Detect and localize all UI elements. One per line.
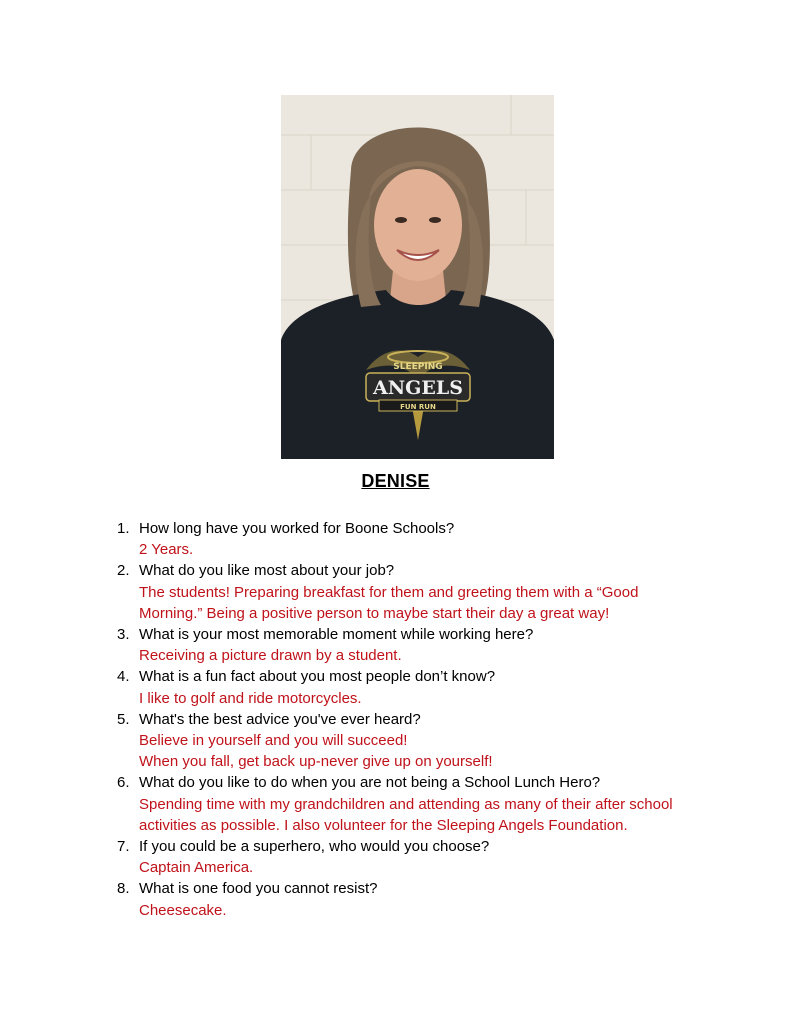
question-text: What is one food you cannot resist? <box>139 880 378 898</box>
question-number: 4. <box>117 668 130 686</box>
answer-text: Morning.” Being a positive person to maybe start their day a great way! <box>139 604 610 622</box>
qa-item <box>0 836 791 878</box>
qa-item <box>0 666 791 708</box>
question-number: 7. <box>117 838 130 856</box>
question-number: 3. <box>117 626 130 644</box>
qa-item <box>0 878 791 920</box>
qa-item <box>0 560 791 624</box>
question-text: What do you like most about your job? <box>139 562 395 580</box>
qa-item <box>0 624 791 666</box>
shirt-text-angels: ANGELS <box>373 377 463 399</box>
qa-list <box>0 518 791 921</box>
answer-text: Captain America. <box>139 859 254 877</box>
profile-photo-illustration <box>281 95 554 459</box>
page-title: DENISE <box>361 471 430 491</box>
qa-item <box>0 772 791 836</box>
question-text: What's the best advice you've ever heard? <box>139 710 421 728</box>
question-text: How long have you worked for Boone Schools? <box>139 520 455 537</box>
answer-text: activities as possible. I also volunteer for the Sleeping Angels Foundation. <box>139 816 628 834</box>
answer-text: Spending time with my grandchildren and attending as many of their after school <box>139 795 673 813</box>
question-number: 2. <box>117 562 130 580</box>
answer-text: I like to golf and ride motorcycles. <box>139 689 362 707</box>
answer-text: The students! Preparing breakfast for them and greeting them with a “Good <box>139 583 639 601</box>
shirt-text-fun-run: FUN RUN <box>400 403 436 411</box>
question-text: What do you like to do when you are not being a School Lunch Hero? <box>139 774 601 792</box>
question-number: 5. <box>117 710 130 728</box>
answer-text: Receiving a picture drawn by a student. <box>139 647 402 665</box>
question-number: 1. <box>117 520 130 537</box>
question-number: 8. <box>117 880 130 898</box>
qa-item <box>0 518 791 560</box>
answer-text: Believe in yourself and you will succeed! <box>139 732 408 750</box>
answer-text: Cheesecake. <box>139 901 227 919</box>
question-number: 6. <box>117 774 130 792</box>
answer-text: 2 Years. <box>139 541 194 559</box>
question-text: What is a fun fact about you most people don’t know? <box>139 668 496 686</box>
question-text: What is your most memorable moment while working here? <box>139 626 534 644</box>
profile-photo <box>281 95 554 459</box>
question-text: If you could be a superhero, who would you choose? <box>139 838 490 856</box>
shirt-text-sleeping: SLEEPING <box>393 362 443 372</box>
answer-text: When you fall, get back up-never give up on yourself! <box>139 753 493 771</box>
qa-item <box>0 709 791 773</box>
